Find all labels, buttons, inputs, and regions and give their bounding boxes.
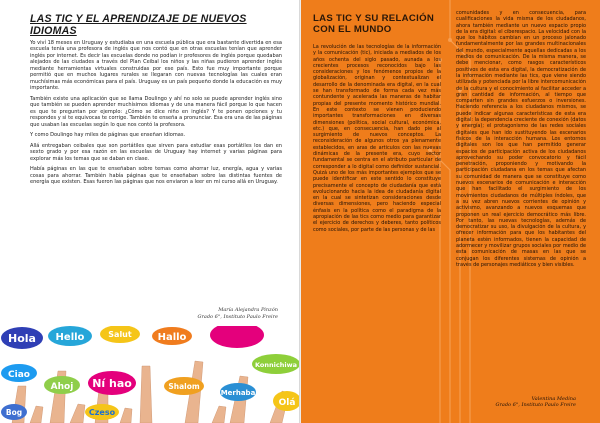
title-line: LAS TIC Y SU RELACIÓN bbox=[313, 13, 435, 24]
left-article-title: LAS TIC Y EL APRENDIZAJE DE NUEVOS IDIOMAS bbox=[30, 13, 247, 37]
paragraph: También existe una aplicación que se llama Doulingo y ahí no solo se puede aprender inglés sino que también se pueden aprender muchísimos idiomas y de una manera fácil porque lo que hacen es que te preguntan por ejemplo: ¿Cómo se dice niño en inglés? Y te ponen opciones y tu respondes y si te equivocas te corrige. También te enseña a pronunciar. Esa era una de las páginas que usaban las escuelas según lo que nos contó la profesora. bbox=[30, 95, 282, 128]
bubble-text: Ní hao bbox=[92, 377, 132, 390]
paragraph: Allá entregaban ceibales que son portátiles que sirven para estudiar esas portátiles los dan en sexto grado y por esa razón en las escuelas de Uruguay hay internet y varias páginas para explorar más los temas que se daban en clase. bbox=[30, 142, 282, 162]
page-gutter bbox=[299, 0, 301, 423]
paragraph: Yo viví 18 meses en Uruguay y estudiaba en una escuela pública que era bastante divertida en esa escuela tenía una profesora de inglés que nos contó que en otras escuelas tenían que aprender inglés por internet. Es decir las escuelas donde no podían ir profesores de inglés porque quedaban alejados de las ciudades a través del Plan Ceibal los niños y las niñas pudieron aprender inglés mediante herramientas virtuales construidas por ese país. Esto fue muy importante porque permitió que en muchos lugares rurales se llegaran con nuevas tecnologías las cuales eran muchísimas más económicas para el país. Uruguay es un país pequeño donde la educación es muy importante. bbox=[30, 40, 282, 92]
author-grade: Grado 6°, Instituto Paulo Freire bbox=[197, 313, 278, 320]
column-text: comunidades y en consecuencia, para cualificaciones la vida misma de los ciudadanos, ahora también mediante un nuevo espacio propio de la era digital: el ciberespacio. La velocidad con la que los hábitos cambian en un proceso jalonado fundamentalmente por las grandes multinacionales del mundo, especialmente aquellas dedicadas a los medios de comunicación. De la misma manera, se debe mencionar, como rasgos característicos positivos de esta era digital, la democratización de la información mediante las tics, que viene siendo utilizada y potenciada por la libre intercomunicación de la cultura y el conocimiento al facilitar acceder a gran cantidad de información, al tiempo que comparten sin grandes esfuerzos o inversiones. Haciendo referencia a los ciudadanos mismos, se puede indicar algunas características de esta era digital: la dependencia creciente de conexión (datos y energía); el protagonismo de las redes sociales digitales que han ido sustituyendo las escenarios físicos de la interacción humana. Los entornos digitales son los que han permitido generar espacios de participación activa de los ciudadanos aprovechando su poder convocatorio y fácil penetración, proponiendo y motivando la participación ciudadana en los temas que afectan su comunidad de manera que se constituye como nuevos escenarios de comunicación e interacción que han facilitado el surgimiento de los movimientos ciudadanos de múltiples índoles, que a su vez abren nuevos corrientes de opinión y activismo, avanzando a nuevos esquemas que proponen un real ejercicio democrático más libre. Por tanto, las nuevas tecnologías, además de democratizar su uso, la divulgación de la cultura, y ofrecer información para que los habitantes del planeta estén informados, tienen la capacidad de adormecer y movilizar grupos sociales por medio de esta comunicación de masas en las que se conjugan los diferentes sistemas de opinión a través de personajes mediáticos y bien visibles. bbox=[456, 10, 586, 268]
author-name: María Alejandra Pinzón bbox=[218, 307, 278, 313]
right-column-1 bbox=[313, 44, 441, 233]
bubble-text: Olá bbox=[278, 398, 296, 408]
bubble-text: Hallo bbox=[157, 332, 187, 343]
bubble-text: Konnichiwa bbox=[255, 361, 297, 369]
left-article-body bbox=[30, 40, 282, 190]
bubble-text: Ciao bbox=[8, 370, 30, 380]
bubble-text: Hola bbox=[8, 332, 36, 345]
bubble-text: Merhaba bbox=[220, 389, 256, 397]
author-grade: Grado 6°, Instituto Paulo Freire bbox=[495, 402, 576, 409]
left-signature bbox=[197, 307, 278, 320]
bubble-text: Shalom bbox=[168, 382, 200, 391]
hands-speech-bubbles-illustration bbox=[0, 326, 300, 423]
right-column-2 bbox=[456, 10, 586, 268]
title-line: CON EL MUNDO bbox=[313, 24, 392, 35]
column-text: La revolución de las tecnologías de la información y la comunicación (tic), iniciada a mediados de los años ochenta del siglo pasado, aunada a los crecientes procesos reconocidos bajo las consideraciones y los fenómenos propios de la globalización, originan y contextualizan el desarrollo de la denominada era digital, en la cual se han transformado de forma cada vez más contundente y acelerada las maneras de habitar propias del presente momento histórico mundial. En este contexto se vienen produciendo importantes transformaciones en diversas dimensiones (política, social cultural, económica, etc.) que, en consecuencia, han dado pie al surgimiento de nuevos conceptos. La reconsideración de algunos otros ya plenamente establecidos, en aras de articulos con las nuevas dinámicas de la presente era, cuyo sector fundamental se centra en el atributo particular de corresponder a lo digital como definidor sustancial. Quizá uno de los más importantes ejemplos que se puede identificar en este sentido lo constituye precisamente el concepto de ciudadanía que está evolucionando hacia la idea de ciudadanía digital en la cual se sintetizan consideraciones desde diversas dimensiones, pero haciendo especial énfasis en la política como el paradigma de la apropiación de las tics como medio para garantizar el ejercicio de derechos y deberes, tanto políticos como sociales, por parte de las personas y de las bbox=[313, 44, 441, 233]
bubble-text: Bog bbox=[5, 408, 23, 417]
bubble-text: Ahoj bbox=[50, 382, 74, 392]
right-article-title bbox=[313, 13, 443, 35]
right-signature bbox=[495, 396, 576, 409]
paragraph: Había páginas en las que te enseñaban sobre temas como ahorrar luz, energía, agua y varias cosas para ahorrar. También había páginas que te enseñaban sobre las distintas fuentes de energía que existen. Esas fueron las páginas que nos enviaron a leer en mi curso allá en Uruguay. bbox=[30, 166, 282, 186]
bubble-text: Hello bbox=[55, 332, 85, 343]
bubble-text: Czeso bbox=[88, 408, 116, 417]
paragraph: Y como Doulingo hay miles de páginas que enseñan idiomas. bbox=[30, 132, 186, 139]
bubble-text: Salut bbox=[108, 330, 132, 339]
author-name: Valentina Medina bbox=[531, 396, 576, 402]
